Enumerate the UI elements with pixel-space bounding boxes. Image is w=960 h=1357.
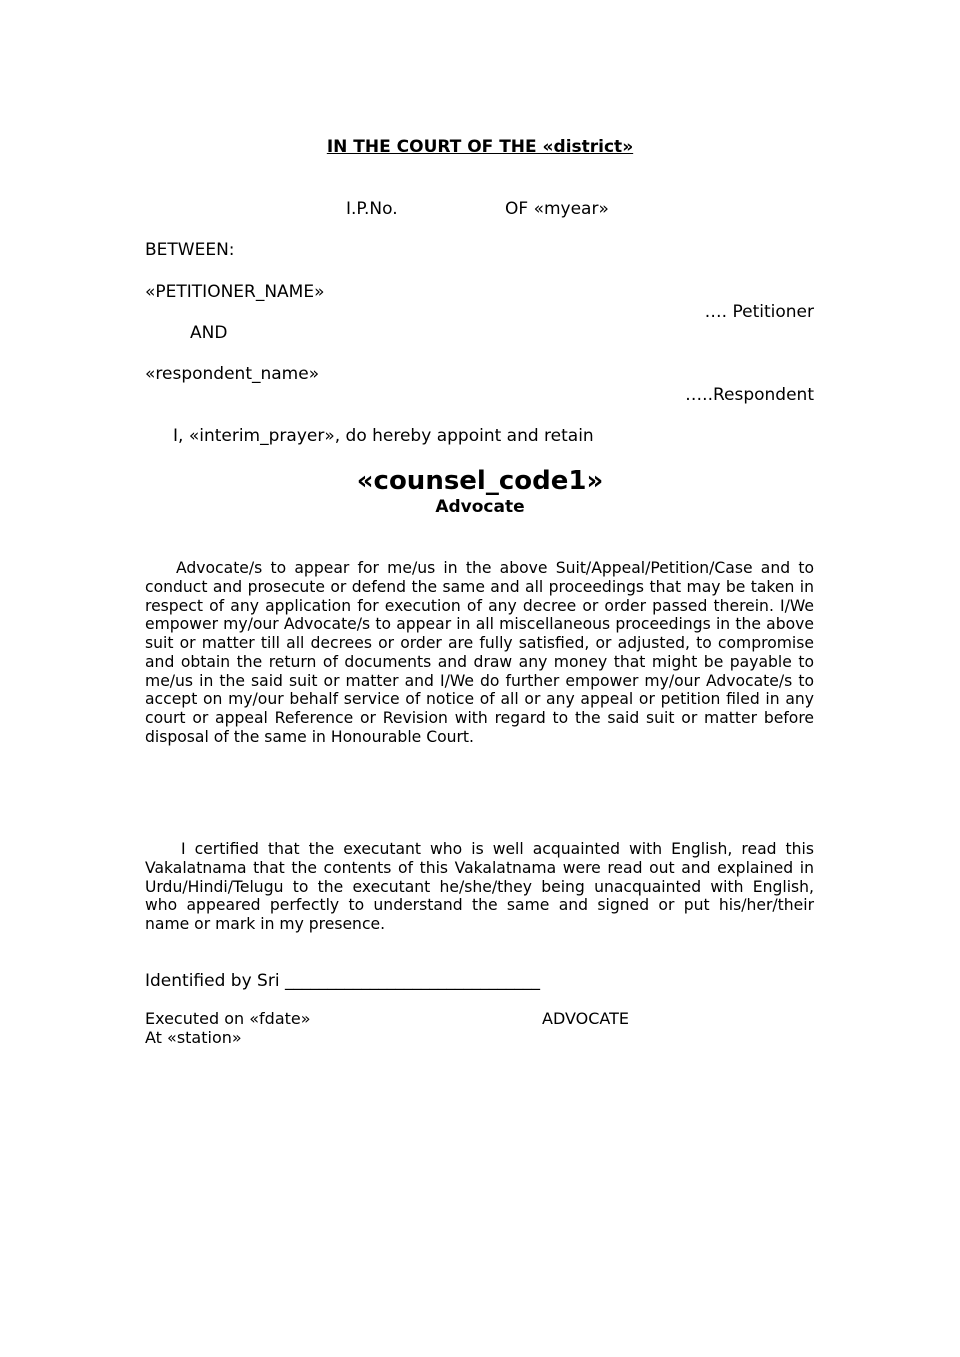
respondent-name: «respondent_name» (145, 364, 320, 384)
and-label: AND (190, 323, 228, 343)
executed-on: Executed on «fdate» (145, 1009, 311, 1028)
petitioner-name: «PETITIONER_NAME» (145, 282, 325, 302)
respondent-role: …..Respondent (685, 385, 814, 405)
identified-by-line: Identified by Sri ______________________________ (145, 971, 540, 991)
case-year: OF «myear» (505, 199, 609, 219)
counsel-name: «counsel_code1» (356, 466, 604, 496)
court-title: IN THE COURT OF THE «district» (326, 137, 634, 157)
between-label: BETWEEN: (145, 240, 235, 260)
counsel-designation: Advocate (435, 497, 525, 517)
petitioner-role: …. Petitioner (704, 302, 814, 322)
advocate-signature-label: ADVOCATE (542, 1009, 629, 1028)
certification-paragraph: I certified that the executant who is well acquainted with English, read this Vakalatnama that the contents of this Vakalatnama were read out and explained in Urdu/Hindi/Telugu to the executant he/she/they being unacquainted with English, who appeared perfectly to understand the same and signed or put his/her/their name or mark in my presence. (145, 840, 814, 933)
execution-station: At «station» (145, 1028, 242, 1047)
authority-paragraph: Advocate/s to appear for me/us in the above Suit/Appeal/Petition/Case and to conduct and prosecute or defend the same and all proceedings that may be taken in respect of any application for execution of any decree or order passed therein. I/We empower my/our Advocate/s to appear in all miscellaneous proceedings in the above suit or matter till all decrees or order are fully satisfied, or adjusted, to compromise and obtain the return of documents and draw any money that might be payable to me/us in the said suit or matter and I/We do further empower my/our Advocate/s to accept on my/our behalf service of notice of all or any appeal or petition filed in any court or appeal Reference or Revision with regard to the said suit or matter before disposal of the same in Honourable Court. (145, 559, 814, 746)
ip-number-label: I.P.No. (346, 199, 398, 219)
appointment-statement: I, «interim_prayer», do hereby appoint and retain (173, 426, 594, 446)
